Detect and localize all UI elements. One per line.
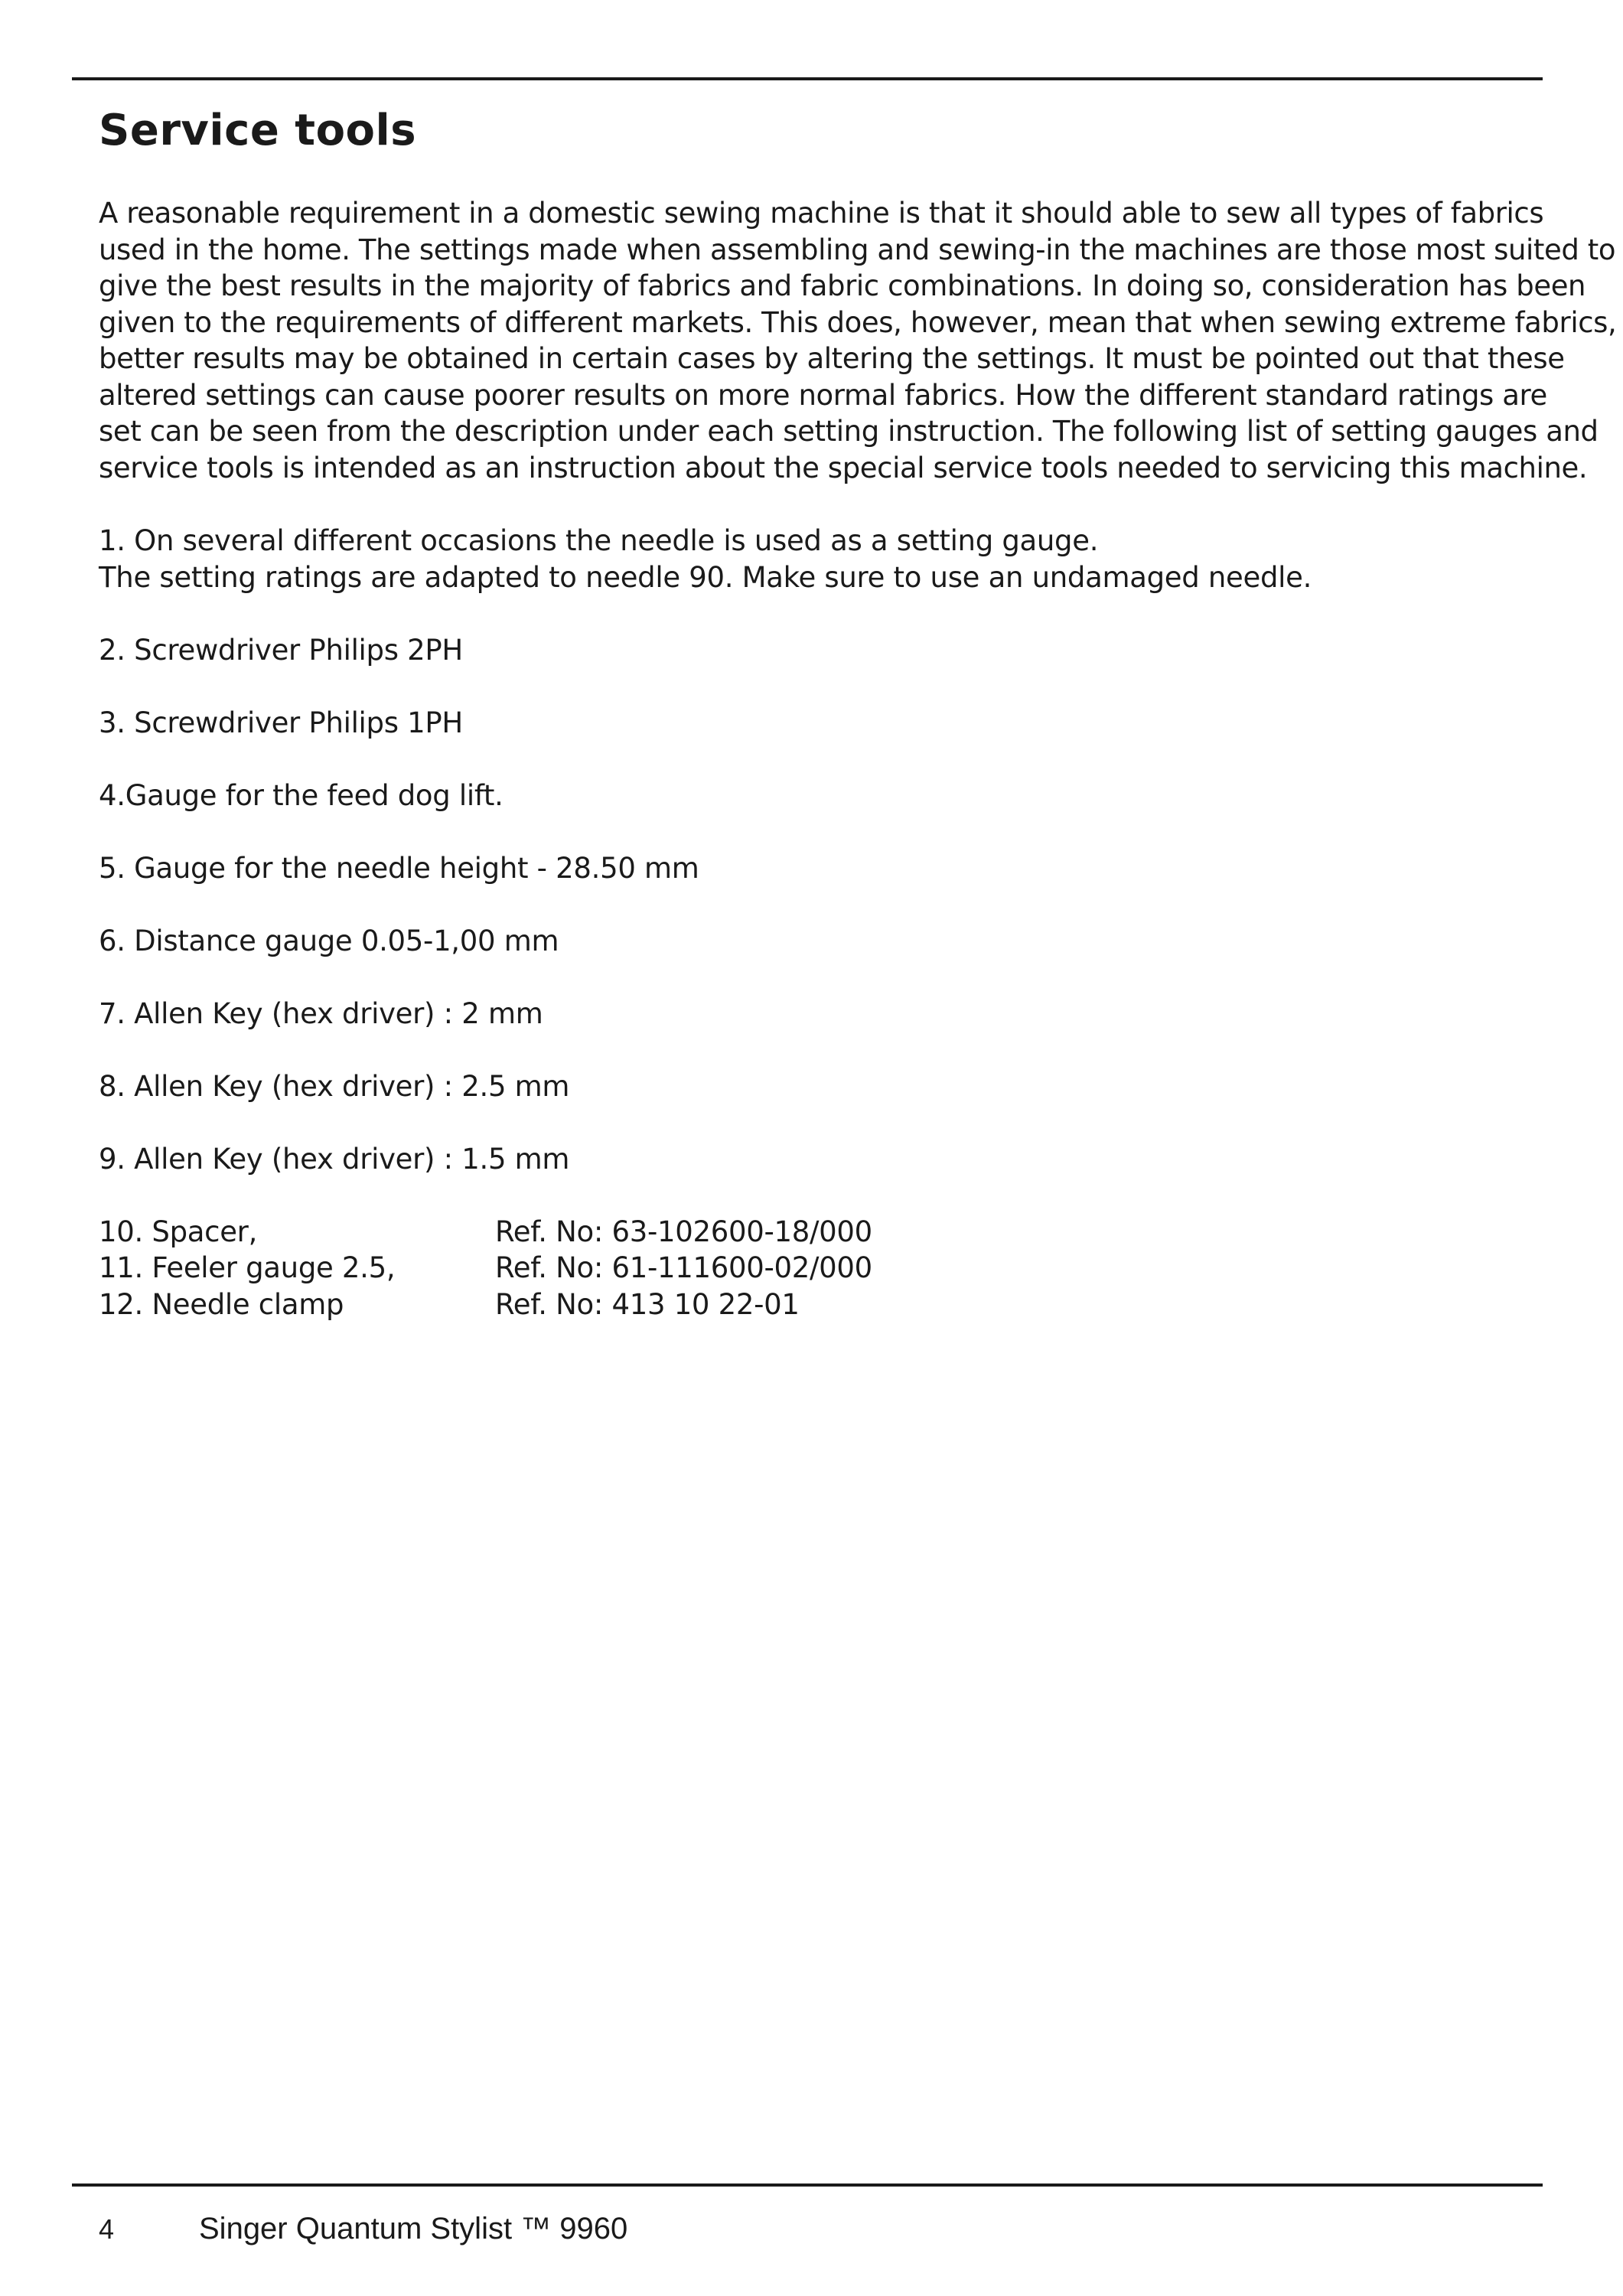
footer-document-title: Singer Quantum Stylist ™ 9960 [199,2212,628,2245]
intro-line: better results may be obtained in certain cases by altering the settings. It must be pointed out that these [99,342,1565,375]
reference-number: Ref. No: 61-111600-02/000 [495,1251,872,1284]
list-item [99,523,1537,595]
list-item [99,1141,1537,1178]
list-item [99,1068,1537,1105]
intro-line: give the best results in the majority of fabrics and fabric combinations. In doing so, consideration has been [99,269,1586,302]
intro-line: used in the home. The settings made when assembling and sewing-in the machines are those most suited to [99,233,1616,266]
list-item-text: 5. Gauge for the needle height - 28.50 mm [99,851,699,885]
list-item-text: 1. On several different occasions the needle is used as a setting gauge. [99,524,1099,557]
reference-row [99,1287,1537,1323]
list-item-text: 8. Allen Key (hex driver) : 2.5 mm [99,1069,570,1103]
bottom-rule [72,2183,1543,2187]
reference-number: Ref. No: 413 10 22-01 [495,1287,800,1321]
list-item-text: 4.Gauge for the feed dog lift. [99,778,504,812]
reference-number: Ref. No: 63-102600-18/000 [495,1215,872,1248]
list-item [99,923,1537,960]
list-item-text: 2. Screwdriver Philips 2PH [99,633,463,667]
reference-part-name: 10. Spacer, [99,1215,258,1248]
list-item-text: 3. Screwdriver Philips 1PH [99,706,463,739]
list-item-text: 7. Allen Key (hex driver) : 2 mm [99,996,543,1030]
list-item [99,850,1537,887]
list-item-note: The setting ratings are adapted to needle 90. Make sure to use an undamaged needle. [99,560,1312,594]
list-item [99,778,1537,814]
list-item [99,632,1537,669]
list-item-text: 6. Distance gauge 0.05-1,00 mm [99,924,559,957]
top-rule [72,77,1543,80]
intro-line: altered settings can cause poorer results on more normal fabrics. How the different standard ratings are [99,378,1547,412]
list-item [99,996,1537,1032]
reference-part-name: 12. Needle clamp [99,1287,344,1321]
intro-line: given to the requirements of different markets. This does, however, mean that when sewing extreme fabrics, [99,305,1617,339]
intro-line: set can be seen from the description under each setting instruction. The following list of setting gauges and [99,415,1599,448]
page-number: 4 [99,2213,115,2245]
reference-table [99,1214,1537,1323]
reference-part-name: 11. Feeler gauge 2.5, [99,1251,396,1284]
reference-row [99,1214,1537,1251]
intro-paragraph [99,195,1617,486]
page-title: Service tools [99,106,417,155]
list-item [99,705,1537,742]
list-item-text: 9. Allen Key (hex driver) : 1.5 mm [99,1142,570,1176]
tool-list [99,523,1537,1322]
intro-line: service tools is intended as an instruction about the special service tools needed to servicing this machine. [99,451,1588,484]
reference-row [99,1250,1537,1287]
intro-line: A reasonable requirement in a domestic sewing machine is that it should able to sew all types of fabrics [99,197,1544,230]
